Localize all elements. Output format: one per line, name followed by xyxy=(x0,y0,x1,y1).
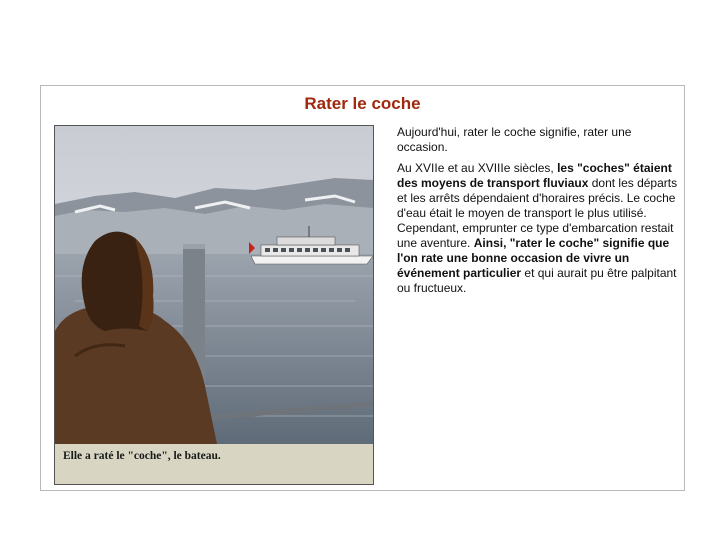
paragraph-1: Aujourd'hui, rater le coche signifie, rater une occasion. xyxy=(397,125,632,154)
lake-boat-photo xyxy=(55,126,373,444)
page-title: Rater le coche xyxy=(304,94,421,113)
paragraph-2-end: et qui aurait pu être palpitant ou fructueux. xyxy=(397,266,677,295)
photo-figure xyxy=(54,125,374,485)
paragraph-2 xyxy=(397,161,679,296)
paragraph-2-bold-2: Ainsi, "rater le coche" signifie que l'on rate une bonne occasion de vivre un événement particulier xyxy=(397,236,670,280)
content-card xyxy=(40,85,685,491)
paragraph-2-middle: dont les départs et les arrêts dépendaient d'horaires précis. Le coche d'eau était le moyen de transport le plus utilisé. Cependant, emprunter ce type d'embarcation restait une aventure. xyxy=(397,176,678,250)
article-text xyxy=(397,125,679,302)
photo-caption: Elle a raté le "coche", le bateau. xyxy=(63,450,221,462)
paragraph-2-bold-1: les "coches" étaient des moyens de transport fluviaux xyxy=(397,161,672,190)
paragraph-2-intro: Au XVIIe et au XVIIIe siècles, xyxy=(397,161,558,175)
